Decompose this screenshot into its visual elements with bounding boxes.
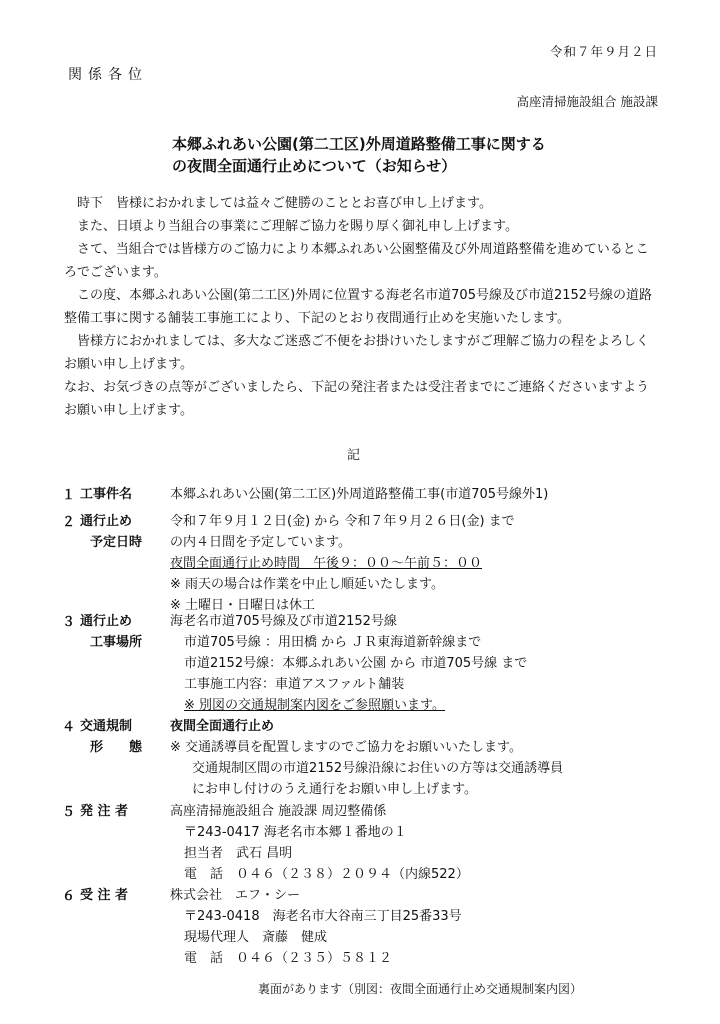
item-label: 通行止め 予定日時 [80,514,143,550]
item-value: 本郷ふれあい公園(第二工区)外周道路整備工事(市道705号線外1) [170,487,549,502]
title-line-2: の夜間全面通行止めについて（お知らせ） [172,157,457,175]
item-value: 海老名市道705号線及び市道2152号線 市道705号線 ：用田橋 から ＪＲ東海道新幹線まで 市道2152号線：本郷ふれあい公園 から 市道705号線 まで 工事施工内容：車道アスファルト舗装 ※ 別図の交通規制案内図をご参照願います。 [170,614,528,713]
item-number: ２ [62,515,76,530]
paragraph-greeting: 時下 皆様におかれましては益々ご健勝のこととお喜び申し上げます。 [77,196,492,211]
paragraph-project: さて、当組合では皆様方のご協力により本郷ふれあい公園整備及び外周道路整備を進めているところでございます。 [64,242,649,280]
item-number: ４ [62,720,76,735]
item-value: 高座清掃施設組合 施設課 周辺整備係 〒243-0417 海老名市本郷１番地の１ 担当者 武石 昌明 電 話 ０４６（２３８）２０９４（内線522） [170,804,469,882]
paragraph-notice: この度、本郷ふれあい公園(第二工区)外周に位置する海老名市道705号線及び市道2152号線の道路整備工事に関する舗装工事施工により、下記のとおり夜間通行止めを実施いたします。 [64,288,653,326]
item-label: 受 注 者 [80,888,129,903]
paragraph-apology: 皆様方におかれましては、多大なご迷惑ご不便をお掛けいたしますがご理解ご協力の程をよろしくお願い申し上げます。 [64,334,650,372]
addressee: 関係各位 [68,67,148,83]
body-text [64,192,654,422]
footer-note: 裏面があります（別図：夜間全面通行止め交通規制案内図） [258,982,583,996]
title-line-1: 本郷ふれあい公園(第二工区)外周道路整備工事に関する [172,135,546,153]
item-value: 夜間全面通行止め ※ 交通誘導員を配置しますのでご協力をお願いいたします。 交通規制区間の市道2152号線沿線にお住いの方等は交通誘導員 にお申し付けのうえ通行をお願い申し上げます。 [170,719,564,797]
item-label: 工事件名 [80,487,133,502]
item-label: 発 注 者 [80,804,129,819]
item-number: １ [62,488,76,503]
ki-heading: 記 [347,448,361,463]
item-value: 株式会社 エフ・シー 〒243-0418 海老名市大谷南三丁目25番33号 現場代理人 斎藤 健成 電 話 ０４６（２３５）５８１２ [170,888,462,966]
document-date: 令和７年９月２日 [549,44,658,59]
paragraph-contact: なお、お気づきの点等がございましたら、下記の発注者または受注者までにご連絡くださいますようお願い申し上げます。 [64,380,650,418]
item-label: 通行止め 工事場所 [80,614,143,650]
paragraph-thanks: また、日頃より当組合の事業にご理解ご協力を賜り厚く御礼申し上げます。 [77,219,518,234]
item-number: ６ [62,889,76,904]
item-number: ５ [62,805,76,820]
item-label: 交通規制 形 態 [80,719,143,755]
sender: 高座清掃施設組合 施設課 [516,94,658,109]
item-number: ３ [62,615,76,630]
item-value: 令和７年９月１２日(金) から 令和７年９月２６日(金) まで の内４日間を予定しています。 夜間全面通行止め時間 午後９：００～午前５：００ ※ 雨天の場合は作業を中止し順延いたします。 ※ 土曜日・日曜日は休工 [170,514,515,613]
